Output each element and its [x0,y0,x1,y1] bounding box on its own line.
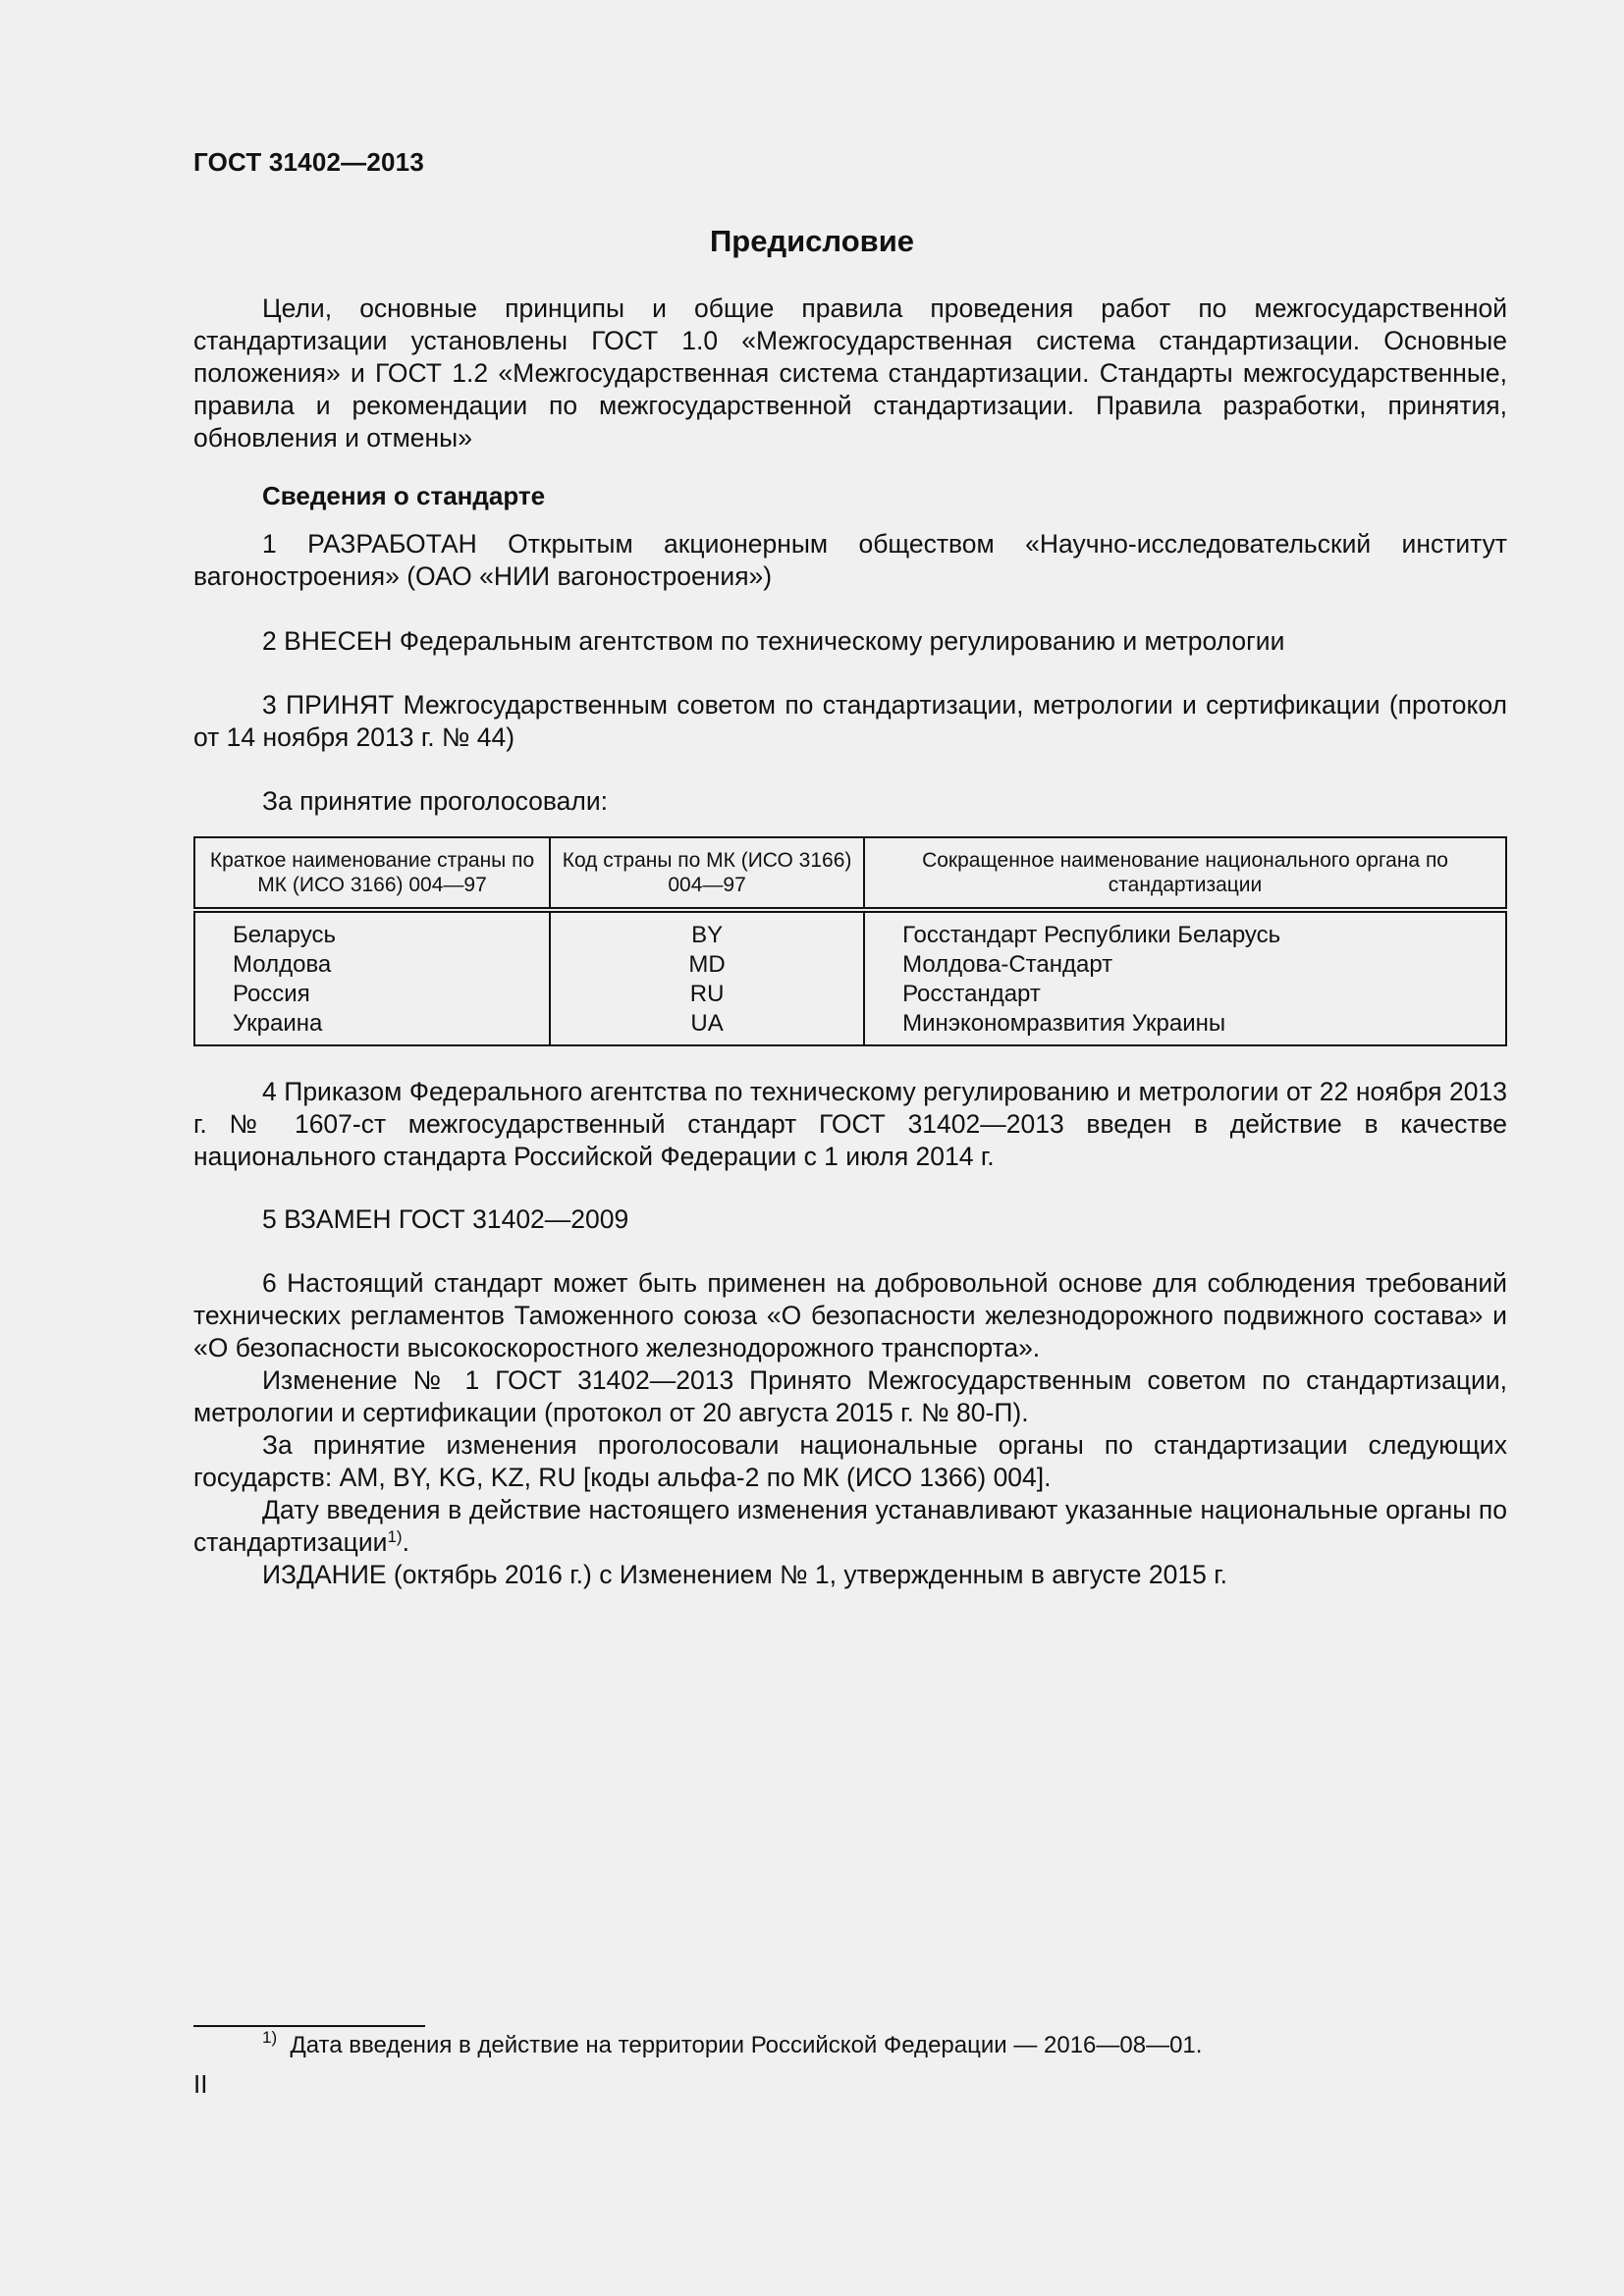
vote-label-text: За принятие проголосовали: [262,786,609,816]
item-4 [193,1076,1507,1173]
standard-info-heading: Сведения о стандарте [262,481,546,510]
footnote-marker: 1) [262,2028,278,2047]
footnote-divider [193,2025,425,2027]
table-body-row [194,910,1506,1045]
table-cell-body: Росстандарт [902,981,1041,1007]
header-country-name: Краткое наименование страны по МК (ИСО 3166) 004—97 [194,837,550,910]
table-cell-code: UA [690,1010,724,1037]
document-id-header: ГОСТ 31402—2013 [193,147,424,177]
intro-paragraph [193,293,1507,454]
table-cell-country: Молдова [233,951,332,978]
amendment-1-text: Изменение № 1 ГОСТ 31402—2013 Принято Межгосударственным советом по стандартизации, метрологии и сертификации (протокол от 20 августа 2015 г. № 80-П). [193,1365,1507,1427]
table-cell-country: Россия [233,981,310,1007]
item-4-text: 4 Приказом Федерального агентства по техническому регулированию и метрологии от 22 ноября 2013 г. № 1607-ст межгосударственный стандарт ГОСТ 31402—2013 введен в действие в качестве национального стандарта Российской Федерации с 1 июля 2014 г. [193,1077,1507,1171]
national-body-cell [864,910,1506,1045]
item-3-text: 3 ПРИНЯТ Межгосударственным советом по стандартизации, метрологии и сертификации (протокол от 14 ноября 2013 г. № 44) [193,690,1507,752]
header-country-code: Код страны по МК (ИСО 3166) 004—97 [550,837,864,910]
item-1 [193,528,1507,593]
table-cell-body: Молдова-Стандарт [902,951,1113,978]
table-cell-code: MD [688,951,726,978]
table-cell-body: Минэкономразвития Украины [902,1010,1226,1037]
item-3 [193,689,1507,754]
table-cell-country: Украина [233,1010,323,1037]
header-national-body: Сокращенное наименование национального органа по стандартизации [864,837,1506,910]
item-5 [193,1203,1507,1236]
item-6-text: 6 Настоящий стандарт может быть применен на добровольной основе для соблюдения требований технических регламентов Таможенного союза «О безопасности железнодорожного подвижного состава» и «О безопасности высокоскоростного железнодорожного транспорта». [193,1268,1507,1362]
table-cell-body: Госстандарт Республики Беларусь [902,922,1281,948]
amendment-date-text [193,1494,1507,1559]
footnote [262,2028,1203,2059]
country-code-cell [550,910,864,1045]
item-5-text: 5 ВЗАМЕН ГОСТ 31402—2009 [262,1204,629,1234]
footnote-text: Дата введения в действие на территории Российской Федерации — 2016—08—01. [290,2032,1203,2058]
item-1-text: 1 РАЗРАБОТАН Открытым акционерным обществом «Научно-исследовательский институт вагоностроения» (ОАО «НИИ вагоностроения») [193,529,1507,591]
intro-text: Цели, основные принципы и общие правила проведения работ по межгосударственной стандартизации установлены ГОСТ 1.0 «Межгосударственная система стандартизации. Основные положения» и ГОСТ 1.2 «Межгосударственная система стандартизации. Стандарты межгосударственные, правила и рекомендации по межгосударственной стандартизации. Правила разработки, принятия, обновления и отмены» [193,294,1507,453]
table-header-row [194,837,1506,910]
amendment-date-main: Дату введения в действие настоящего изменения устанавливают указанные национальные органы по стандартизации [193,1495,1507,1557]
voting-countries-table [193,836,1507,1046]
table-cell-code: RU [689,981,725,1007]
table-cell-country: Беларусь [233,922,336,948]
vote-label [193,785,1507,818]
footnote-ref: 1) [387,1527,403,1546]
page-title: Предисловие [709,224,914,258]
table-cell-code: BY [691,922,724,948]
item-6-block [193,1267,1507,1591]
page-number: II [193,2069,208,2099]
item-2 [193,625,1507,658]
edition-text: ИЗДАНИЕ (октябрь 2016 г.) с Изменением № 1, утвержденным в августе 2015 г. [262,1560,1228,1589]
item-2-text: 2 ВНЕСЕН Федеральным агентством по техническому регулированию и метрологии [262,626,1285,656]
country-name-cell [194,910,550,1045]
amendment-date-end: . [402,1527,409,1557]
amendment-votes-text: За принятие изменения проголосовали национальные органы по стандартизации следующих государств: AM, BY, KG, KZ, RU [коды альфа-2 по МК (ИСО 1366) 004]. [193,1430,1507,1492]
